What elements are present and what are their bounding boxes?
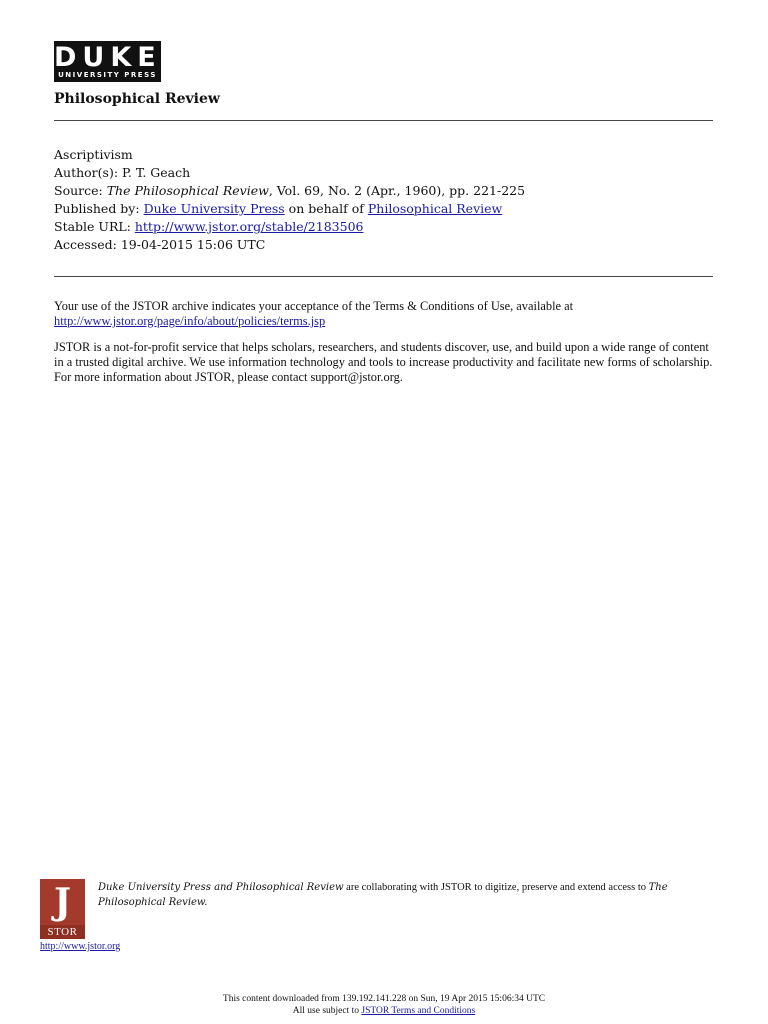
terms-section xyxy=(54,299,719,396)
behalf-link[interactable]: Philosophical Review xyxy=(367,201,503,216)
article-metadata xyxy=(54,146,525,254)
jstor-logo-letter: J xyxy=(53,881,72,923)
subject-line xyxy=(0,1005,768,1017)
accessed-label: Accessed: xyxy=(54,237,117,252)
jstor-description: JSTOR is a not-for-profit service that helps scholars, researchers, and students discover, use, and build upon a wide range of content in a trusted digital archive. We use information technology and tools to increase productivity and facilitate new forms of scholarship. For more information about JSTOR, please contact support@jstor.org. xyxy=(54,340,713,384)
collab-journal: The Philosophical Review. xyxy=(98,882,668,908)
behalf-text: on behalf of xyxy=(288,201,364,216)
published-line xyxy=(54,200,525,218)
terms-text: Your use of the JSTOR archive indicates your acceptance of the Terms & Conditions of Use, available at xyxy=(54,299,574,313)
collab-orgs: Duke University Press and Philosophical Review xyxy=(98,882,344,893)
duke-press-logo xyxy=(54,41,161,82)
stable-url-label: Stable URL: xyxy=(54,219,131,234)
subject-text: All use subject to xyxy=(292,1006,360,1016)
stable-url-link[interactable]: http://www.jstor.org/stable/2183506 xyxy=(134,219,364,234)
published-label: Published by: xyxy=(54,201,140,216)
source-details: , Vol. 69, No. 2 (Apr., 1960), pp. 221-225 xyxy=(268,183,526,198)
footer-terms-link[interactable]: JSTOR Terms and Conditions xyxy=(361,1006,476,1016)
stable-url-line xyxy=(54,218,525,236)
authors-line xyxy=(54,164,525,182)
logo-subtitle: UNIVERSITY PRESS xyxy=(58,71,157,79)
logo-word: DUKE xyxy=(54,42,162,73)
publisher-link[interactable]: Duke University Press xyxy=(143,201,285,216)
collaboration-statement xyxy=(98,880,718,910)
authors-label: Author(s): xyxy=(54,165,119,180)
source-line xyxy=(54,182,525,200)
jstor-logo-word: STOR xyxy=(40,925,85,939)
collab-text: are collaborating with JSTOR to digitize, preserve and extend access to xyxy=(346,882,647,893)
download-footer xyxy=(0,993,768,1017)
source-label: Source: xyxy=(54,183,103,198)
terms-paragraph xyxy=(54,299,719,329)
source-journal: The Philosophical Review xyxy=(106,183,269,198)
jstor-logo[interactable] xyxy=(40,879,85,939)
divider-bottom xyxy=(54,276,713,277)
authors-value: P. T. Geach xyxy=(122,165,191,180)
article-title: Ascriptivism xyxy=(54,147,133,162)
accessed-line xyxy=(54,236,525,254)
journal-title: Philosophical Review xyxy=(54,91,220,107)
jstor-home-link[interactable]: http://www.jstor.org xyxy=(40,941,121,952)
accessed-value: 19-04-2015 15:06 UTC xyxy=(120,237,266,252)
download-line: This content downloaded from 139.192.141.228 on Sun, 19 Apr 2015 15:06:34 UTC xyxy=(222,994,546,1004)
divider-top xyxy=(54,120,713,121)
terms-url-link[interactable]: http://www.jstor.org/page/info/about/policies/terms.jsp xyxy=(54,314,326,328)
